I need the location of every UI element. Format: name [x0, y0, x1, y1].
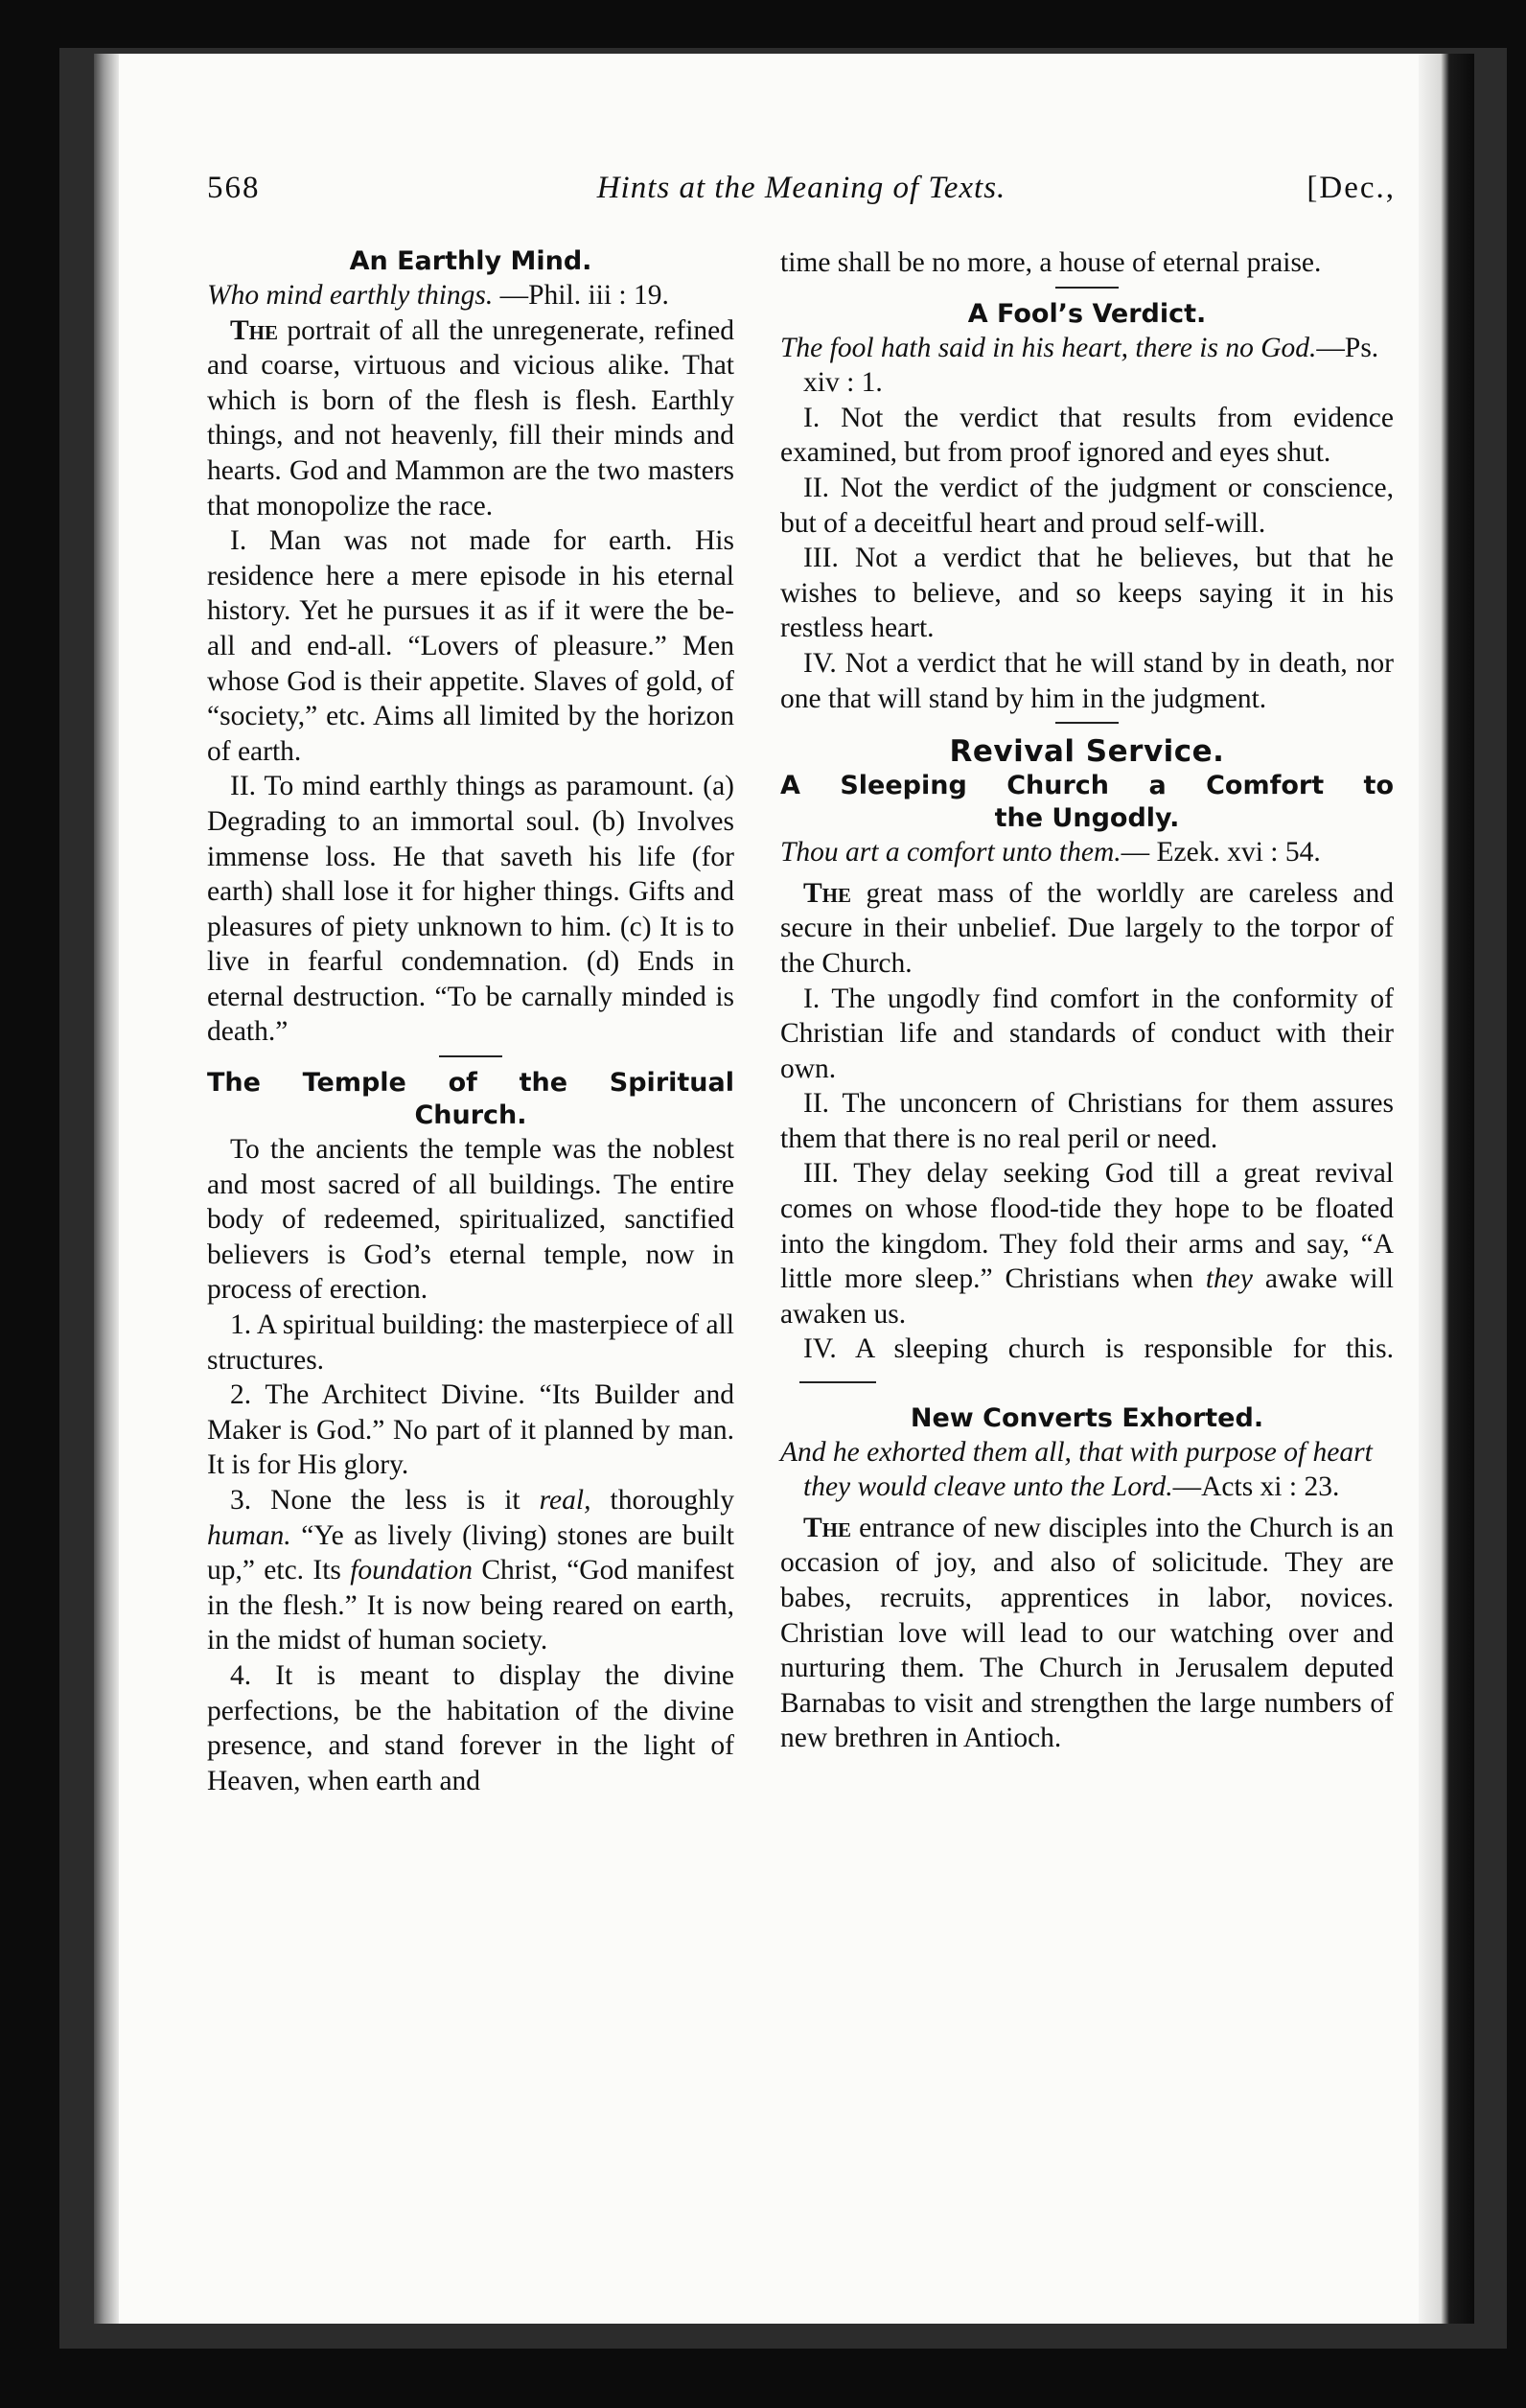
scripture-quote: The fool hath said in his heart, there is no God. — [780, 332, 1317, 363]
paragraph — [780, 1156, 1394, 1331]
section-title-earthly-mind: An Earthly Mind. — [349, 246, 592, 276]
paragraph-text: great mass of the worldly are careless and secure in their unbelief. Due largely to the torpor of the Church. — [780, 877, 1394, 979]
page-number: 568 — [207, 171, 261, 205]
text-run: “Ye as lively (living) stones are built up,” etc. Its — [207, 1519, 734, 1586]
scripture-text — [780, 331, 1394, 401]
page-gutter-shadow — [94, 54, 119, 2324]
paragraph — [780, 1511, 1394, 1756]
scripture-reference: —Acts xi : 23. — [1172, 1471, 1340, 1503]
emphasis: foundation — [350, 1555, 474, 1586]
paragraph — [207, 1483, 734, 1658]
paragraph-text: IV. A sleeping church is responsible for this. — [803, 1333, 1394, 1365]
section-divider — [1055, 722, 1119, 724]
text-run: thoroughly — [610, 1485, 734, 1516]
lead-word: The — [230, 314, 279, 346]
section-title-new-converts: New Converts Exhorted. — [910, 1402, 1264, 1433]
paragraph — [780, 1331, 1394, 1401]
section-divider — [799, 1381, 876, 1383]
page-edge-shadow — [1419, 54, 1474, 2324]
paragraph: I. Man was not made for earth. His residence here a mere episode in his eternal history. Yet he pursues it as if it were the be-all and end-all. “Lovers of pleasure.” Men whose God is their appetite. Slaves of gold, of “society,” etc. Aims all limited by the horizon of earth. — [207, 525, 734, 767]
scripture-text — [780, 1435, 1394, 1505]
text-run: awake will awaken us. — [780, 1263, 1395, 1330]
section-divider — [439, 1055, 502, 1057]
paragraph: IV. Not a verdict that he will stand by in death, nor one that will stand by him in the judgment. — [780, 647, 1394, 714]
paragraph: 4. It is meant to display the divine perfections, be the habitation of the divine presence, and stand forever in the light of Heaven, when earth and — [207, 1659, 734, 1796]
emphasis: they — [1205, 1263, 1253, 1295]
section-title-fools-verdict: A Fool’s Verdict. — [967, 298, 1207, 329]
service-title: Revival Service. — [949, 734, 1225, 770]
scripture-quote: Thou art a comfort unto them. — [780, 837, 1121, 868]
paragraph: 1. A spiritual building: the masterpiece of all structures. — [207, 1309, 734, 1376]
paragraph — [780, 876, 1394, 982]
scripture-reference: — Ezek. xvi : 54. — [1121, 837, 1321, 868]
paragraph: 2. The Architect Divine. “Its Builder and Maker is God.” No part of it planned by man. It is for His glory. — [207, 1379, 734, 1481]
scripture-quote: Who mind earthly things. — [207, 280, 494, 311]
right-column — [780, 245, 1394, 1756]
paragraph: II. To mind earthly things as paramount. (a) Degrading to an immortal soul. (b) Involves immense loss. He that saveth his life (for earth) shall lose it for higher things. Gifts and pleasures of piety unknown to him. (c) It is to live in fearful condemnation. (d) Ends in eternal destruction. “To be carnally minded is death.” — [207, 771, 734, 1048]
emphasis: human. — [207, 1519, 291, 1551]
paragraph: III. Not a verdict that he believes, but that he wishes to believe, and so keeps saying it in his restless heart. — [780, 543, 1394, 644]
paragraph: To the ancients the temple was the noblest and most sacred of all buildings. The entire body of redeemed, spiritualized, sanctified believers is God’s eternal temple, now in process of erection. — [207, 1134, 734, 1306]
section-title-temple-cont: Church. — [414, 1100, 527, 1131]
section-title-sleeping-church: A Sleeping Church a Comfort to — [780, 771, 1394, 801]
section-title-sleeping-church-cont: the Ungodly. — [994, 803, 1180, 834]
section-divider — [1055, 287, 1119, 289]
scripture-reference: —Phil. iii : 19. — [499, 280, 669, 311]
paragraph: II. The unconcern of Christians for them assures them that there is no real peril or need. — [780, 1088, 1394, 1154]
scripture-reference: —Ps. xiv : 1. — [803, 332, 1379, 399]
scripture-quote: And he exhorted them all, that with purpose of heart they would cleave unto the Lord. — [780, 1436, 1373, 1503]
lead-word: The — [803, 877, 852, 909]
running-header — [207, 171, 1396, 228]
paragraph-text: portrait of all the unregenerate, refined and coarse, virtuous and vicious alike. That which is born of the flesh is flesh. Earthly things, and not heavenly, fill their minds and hearts. God and Mammon are the two masters that monopolize the race. — [207, 314, 734, 521]
paragraph — [207, 313, 734, 524]
text-run: 3. None the less is it — [230, 1485, 520, 1516]
running-title: Hints at the Meaning of Texts. — [596, 171, 1006, 205]
paragraph: II. Not the verdict of the judgment or conscience, but of a deceitful heart and proud self-will. — [780, 472, 1394, 539]
scripture-text — [780, 835, 1394, 870]
scripture-text — [207, 278, 734, 313]
text-run: III. They delay seeking God till a great revival comes on whose flood-tide they hope to be floated into the kingdom. They fold their arms and say, “A little more sleep.” Christians when — [780, 1158, 1394, 1295]
lead-word: The — [803, 1512, 852, 1543]
header-month: [Dec., — [1306, 171, 1396, 205]
paragraph: I. Not the verdict that results from evidence examined, but from proof ignored and eyes shut. — [780, 402, 1394, 469]
text-run: Christ, “God manifest in the flesh.” It is now being reared on earth, in the midst of human society. — [207, 1555, 734, 1656]
paragraph-continuation: time shall be no more, a house of eternal praise. — [780, 247, 1322, 278]
paragraph: I. The ungodly find comfort in the conformity of Christian life and standards of conduct with their own. — [780, 983, 1394, 1084]
section-title-temple: The Temple of the Spiritual — [207, 1068, 734, 1099]
emphasis: real, — [539, 1485, 591, 1516]
left-column — [207, 245, 734, 1798]
paragraph-text: entrance of new disciples into the Church is an occasion of joy, and also of solicitude. They are babes, recruits, apprentices in labor, novices. Christian love will lead to our watching over and nurturing them. The Church in Jerusalem deputed Barnabas to visit and strengthen the large numbers of new brethren in Antioch. — [780, 1512, 1394, 1754]
book-page — [94, 54, 1474, 2324]
